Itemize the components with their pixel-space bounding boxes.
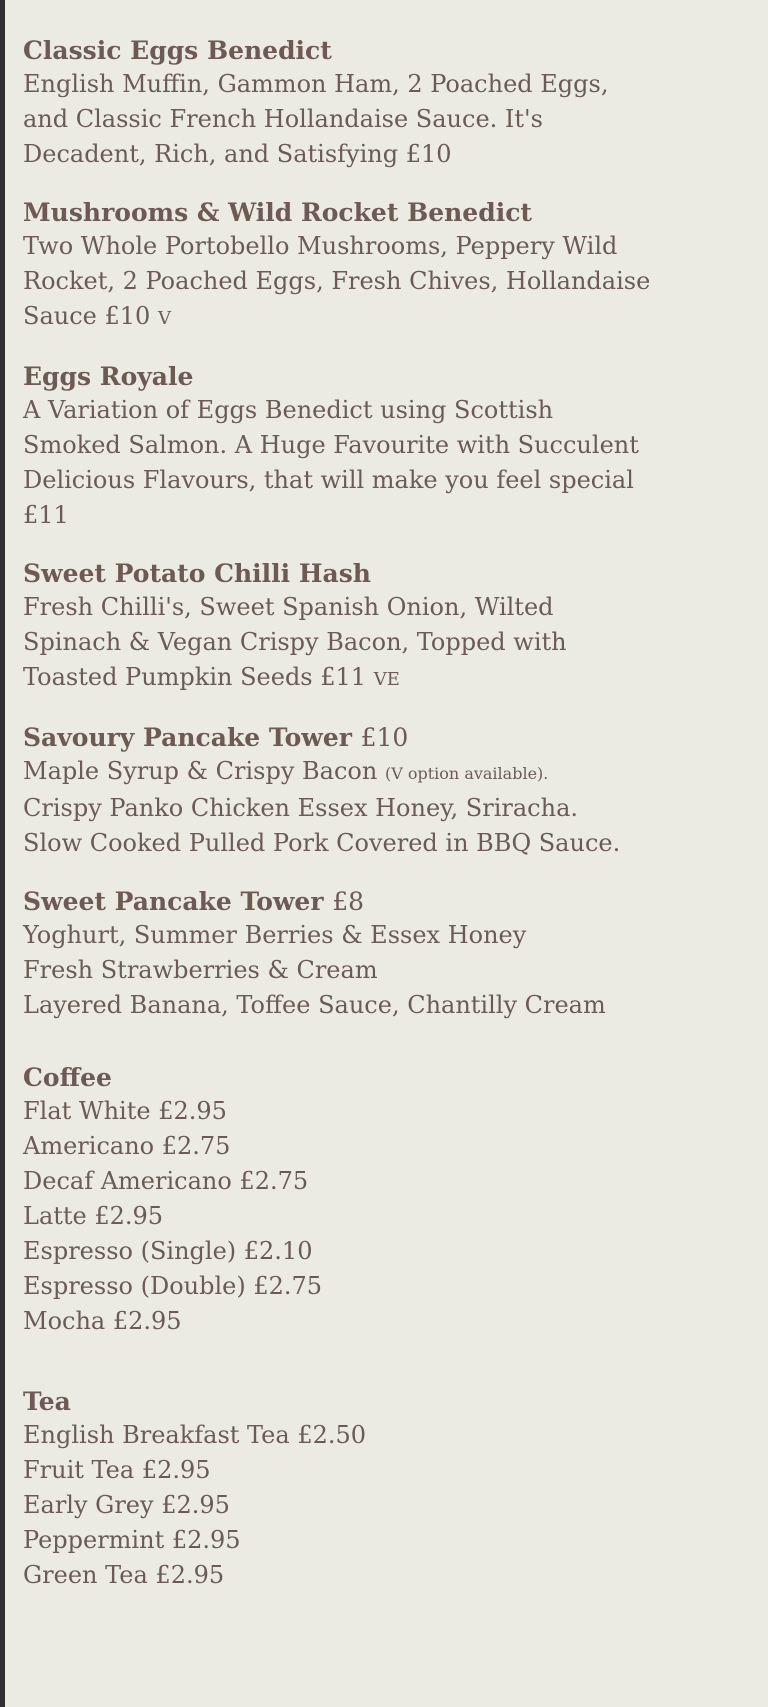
item-description-line: and Classic French Hollandaise Sauce. It's — [23, 105, 543, 133]
tea-section — [23, 1385, 763, 1593]
item-description-text: Maple Syrup & Crispy Bacon — [23, 757, 378, 785]
item-description-line: Rocket, 2 Poached Eggs, Fresh Chives, Hollandaise — [23, 267, 651, 295]
item-description-text: Sauce £10 — [23, 302, 151, 330]
dietary-tag: V — [157, 308, 171, 329]
item-description-line: Yoghurt, Summer Berries & Essex Honey — [23, 921, 527, 949]
tea-heading: Tea — [23, 1387, 71, 1416]
coffee-section — [23, 1061, 763, 1339]
tea-item-peppermint: Peppermint £2.95 — [23, 1526, 241, 1554]
item-description-line — [23, 299, 763, 336]
item-description-line: Spinach & Vegan Crispy Bacon, Topped with — [23, 628, 567, 656]
tea-item-early-grey: Early Grey £2.95 — [23, 1491, 230, 1519]
item-description-line: Two Whole Portobello Mushrooms, Peppery Wild — [23, 232, 618, 260]
item-description-line — [23, 754, 763, 791]
coffee-item-mocha: Mocha £2.95 — [23, 1307, 182, 1335]
item-note: (V option available). — [384, 764, 549, 783]
item-description-line: Fresh Strawberries & Cream — [23, 956, 378, 984]
coffee-item-espresso-single: Espresso (Single) £2.10 — [23, 1237, 313, 1265]
item-description-line: Delicious Flavours, that will make you feel special — [23, 466, 634, 494]
item-title: Mushrooms & Wild Rocket Benedict — [23, 198, 532, 227]
item-price: £10 — [360, 723, 409, 752]
tea-item-green: Green Tea £2.95 — [23, 1561, 225, 1589]
item-description-line: Crispy Panko Chicken Essex Honey, Sriracha. — [23, 794, 578, 822]
item-description-line — [23, 660, 763, 697]
dietary-tag: VE — [373, 669, 400, 690]
item-description-line: Layered Banana, Toffee Sauce, Chantilly Cream — [23, 991, 606, 1019]
menu-item-sweet-pancake-tower — [23, 885, 763, 1023]
item-description-text: Toasted Pumpkin Seeds £11 — [23, 663, 367, 691]
menu-item-sweet-potato-hash — [23, 557, 763, 697]
item-title: Savoury Pancake Tower — [23, 723, 352, 752]
coffee-item-latte: Latte £2.95 — [23, 1202, 164, 1230]
item-description-line: Fresh Chilli's, Sweet Spanish Onion, Wilted — [23, 593, 554, 621]
menu-item-mushroom-benedict — [23, 196, 763, 336]
item-description-line: Smoked Salmon. A Huge Favourite with Succulent — [23, 431, 639, 459]
item-title-line — [23, 885, 763, 918]
item-title: Eggs Royale — [23, 362, 194, 391]
menu-item-classic-eggs-benedict — [23, 34, 763, 172]
coffee-item-espresso-double: Espresso (Double) £2.75 — [23, 1272, 323, 1300]
tea-item-english-breakfast: English Breakfast Tea £2.50 — [23, 1421, 367, 1449]
item-price: £8 — [332, 887, 365, 916]
item-description-line: Slow Cooked Pulled Pork Covered in BBQ Sauce. — [23, 829, 621, 857]
item-price-line: £11 — [23, 501, 69, 529]
item-title-line — [23, 721, 763, 754]
menu-item-savoury-pancake-tower — [23, 721, 763, 861]
item-title: Sweet Pancake Tower — [23, 887, 324, 916]
coffee-item-decaf-americano: Decaf Americano £2.75 — [23, 1167, 309, 1195]
menu-content — [23, 34, 763, 1617]
tea-item-fruit: Fruit Tea £2.95 — [23, 1456, 211, 1484]
coffee-item-flat-white: Flat White £2.95 — [23, 1097, 227, 1125]
item-description-line: English Muffin, Gammon Ham, 2 Poached Eggs, — [23, 70, 609, 98]
item-title: Sweet Potato Chilli Hash — [23, 559, 371, 588]
item-title: Classic Eggs Benedict — [23, 36, 332, 65]
coffee-heading: Coffee — [23, 1063, 112, 1092]
menu-item-eggs-royale — [23, 360, 763, 533]
item-description-line: A Variation of Eggs Benedict using Scottish — [23, 396, 554, 424]
coffee-item-americano: Americano £2.75 — [23, 1132, 231, 1160]
item-description-line: Decadent, Rich, and Satisfying £10 — [23, 140, 452, 168]
